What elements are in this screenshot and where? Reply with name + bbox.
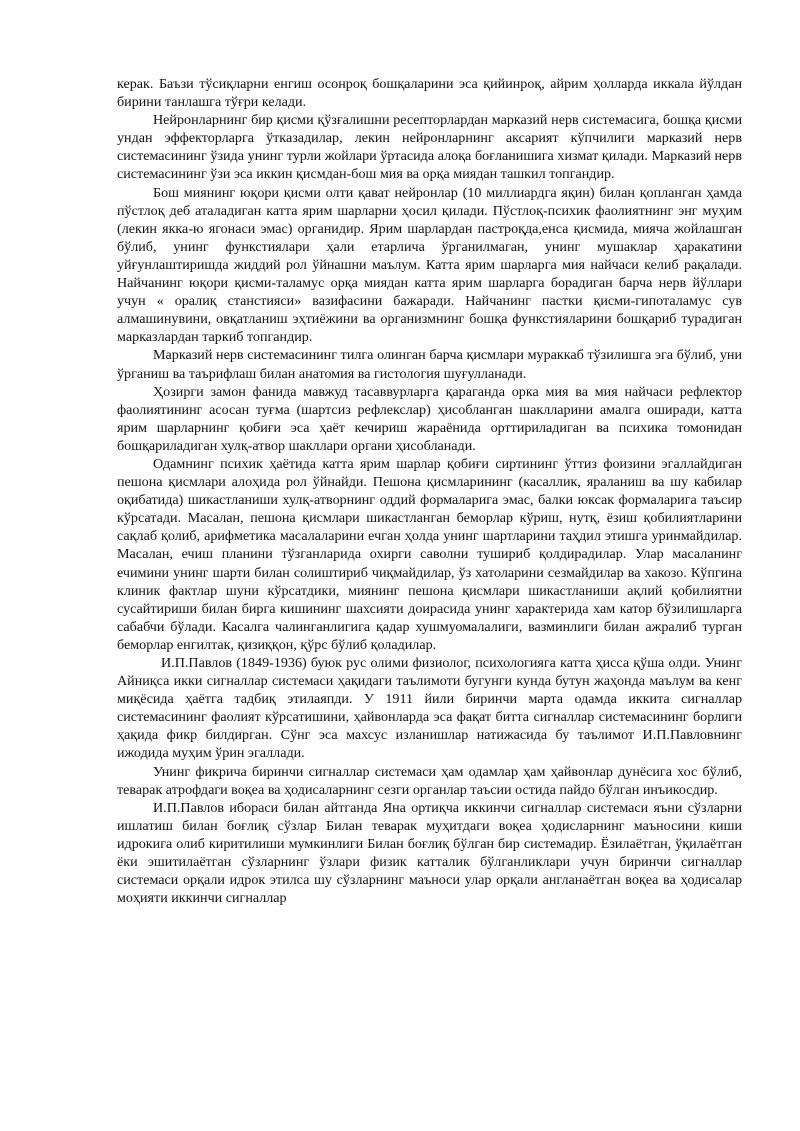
paragraph: Марказий нерв системасининг тилга олинган барча қисмлари мураккаб тўзилишга эга бўлиб, уни ўрганиш ва таърифлаш билан анатомия ва гистология шуғулланади. bbox=[117, 347, 742, 382]
paragraph: И.П.Павлов (1849-1936) буюк рус олими физиолог, психологияга катта ҳисса қўша олди. Унинг Айниқса икки сигналлар системаси ҳақидаги таълимоти бугунги кунда бутун жаҳонда маълум ва кенг миқёсида ҳаётга тадбиқ этилаяпди. У 1911 йили биринчи марта одамда иккита сигналлар системасининг фаолият кўрсатишини, ҳайвонларда эса фақат битта сигналлар системасининг борлиги ҳақида фикр билдирган. Сўнг эса махсус изланишлар натижасида бу таълимот И.П.Павловнинг ижодида муҳим ўрин эгаллади. bbox=[117, 655, 742, 762]
paragraph: Бош миянинг юқори қисми олти қават нейронлар (10 миллиардга яқин) билан қопланган ҳамда пўстлоқ деб аталадиган катта ярим шарларни ҳосил қилади. Пўстлоқ-психик фаолиятнинг энг муҳим (лекин якка-ю ягонаси эмас) органидир. Ярим шарлардан пастроқда,енса қисмида, мияча жойлашган бўлиб, унинг функстиялари ҳали етарлича ўрганилмаган, унинг мушаклар ҳаракатини уйғунлаштиришда жиддий рол ўйнашни маълум. Катта ярим шарларга мия найчаси келиб рақалади. Найчанинг юқори қисми-таламус орқа миядан катта ярим шарларга борадиган барча нерв йўллари учун « оралиқ станстияси» вазифасини бажаради. Найчанинг пастки қисми-гипоталамус сув алмашинувини, овқатланиш эҳтиёжини ва организмнинг бошқа функстияларини бошқариб турадиган марказлардан таркиб топгандир. bbox=[117, 184, 742, 346]
body-text bbox=[117, 75, 742, 907]
paragraph: И.П.Павлов ибораси билан айтганда Яна ортиқча иккинчи сигналлар системаси яъни сўзларни ишлатиш билан боғлиқ сўзлар Билан теварак муҳитдаги воқеа ҳодисларнинг маъносини киши идрокига олиб киритилиши мумкинлиги Билан боғлиқ бўлган бир системадир. Ёзилаётган, ўқилаётган ёки эшитилаётган сўзларнинг ўзлари физик катталик бўлганликлари учун биринчи сигналлар системаси орқали идрок этилса шу сўзларнинг маъноси улар орқали англанаётган воқеа ва ҳодисалар моҳияти иккинчи сигналлар bbox=[117, 799, 742, 907]
paragraph: Ҳозирги замон фанида мавжуд тасаввурларга қараганда орка мия ва мия найчаси рефлектор фаолиятининг асосан туғма (шартсиз рефлекслар) ҳисобланган шаклларини амалга оширади, катта ярим шарларнинг қобиғи эса ҳаёт кечириш жараёнида орттириладиган ва психика томонидан бошқариладиган хулқ-атвор шакллари органи ҳисобланади. bbox=[117, 383, 742, 454]
paragraph: Одамнинг психик ҳаётида катта ярим шарлар қобиғи сиртининг ўттиз фоизини эгаллайдиган пешона қисмлари алоҳида рол ўйнайди. Пешона қисмларининг (касаллик, яраланиш ва шу кабилар оқибатида) шикастланиши хулқ-атворнинг оддий формаларига эмас, балки юксак формаларига таъсир кўрсатади. Масалан, пешона қисмлари шикастланган беморлар кўриш, нутқ, ёзиш қобилиятларини сақлаб қолиб, арифметика масалаларини ечган ҳолда унинг шартларини таҳдил этишга уринмайдилар. Масалан, ечиш планини тўзганларида охирги саволни тушириб қолдирадилар. Улар масаланинг ечимини унинг шарти билан солиштириб чиқмайдилар, ўз хатоларини сезмайдилар ва хакозо. Кўпгина клиник фактлар шуни кўрсатдики, миянинг пешона қисмлари шикастланиши ақлий қобилиятни сусайтириши билан бирга кишининг шахсияти доирасида унинг характерида хам катор бўзилишларга сабабчи бўлади. Касалга чалинганлигига қадар хушмуомалалиги, вазминлиги билан ажралиб турган беморлар енгилтак, қизиққон, қўрс бўлиб қоладилар. bbox=[117, 455, 742, 653]
paragraph: Унинг фикрича биринчи сигналлар системаси ҳам одамлар ҳам ҳайвонлар дунёсига хос бўлиб, теварак атрофдаги воқеа ва ҳодисаларнинг сезги органлар таъсии остида пайдо бўлган инъикосдир. bbox=[117, 763, 742, 798]
paragraph: керак. Баъзи тўсиқларни енгиш осонроқ бошқаларини эса қийинроқ, айрим ҳолларда иккала йўлдан бирини танлашга тўғри келади. bbox=[117, 76, 742, 111]
paragraph: Нейронларнинг бир қисми қўзғалишни ресепторлардан марказий нерв системасига, бошқа қисми ундан эффекторларга ўтказадилар, лекин нейронларнинг аксарият кўпчилиги марказий нерв системасининг ўзида унинг турли жойлари ўртасида алоқа боғланишига хизмат қилади. Марказий нерв системасининг ўзи эса иккин қисмдан-бош мия ва орқа миядан ташкил топгандир. bbox=[117, 112, 742, 183]
